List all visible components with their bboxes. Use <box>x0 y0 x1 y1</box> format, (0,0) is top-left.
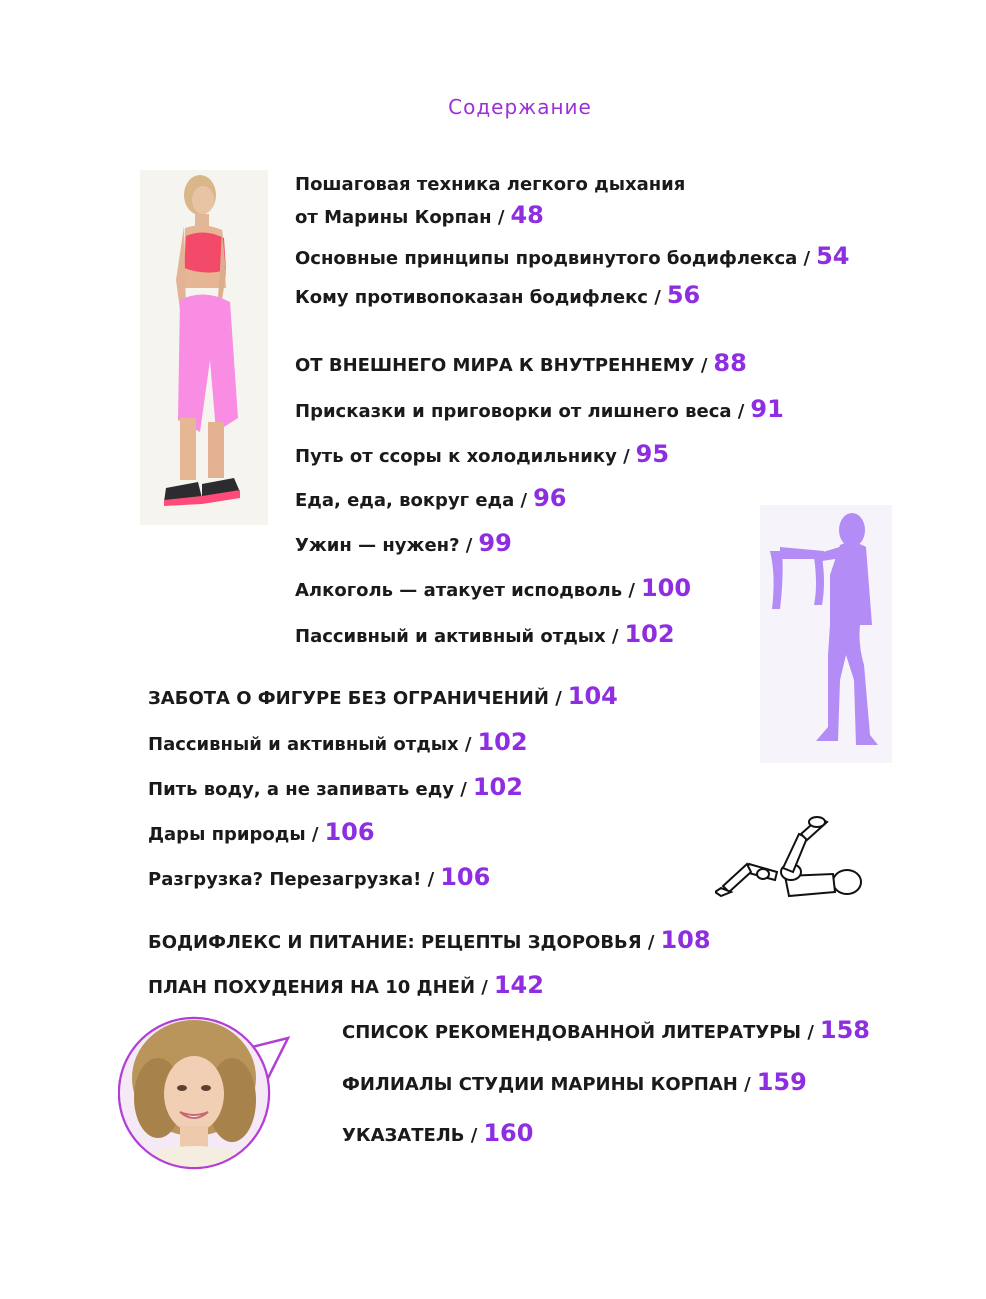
toc-entry <box>295 440 669 468</box>
toc-entry-text: БОДИФЛЕКС И ПИТАНИЕ: РЕЦЕПТЫ ЗДОРОВЬЯ / <box>148 932 655 953</box>
toc-page-number: 91 <box>750 395 784 423</box>
page-title: Содержание <box>448 95 592 119</box>
toc-entry <box>295 484 566 512</box>
toc-entry <box>148 773 523 801</box>
author-portrait <box>118 1008 292 1178</box>
toc-page-number: 48 <box>510 201 544 229</box>
toc-entry <box>342 1016 870 1044</box>
toc-entry-text: Пассивный и активный отдых / <box>295 626 619 647</box>
toc-entry-text: ФИЛИАЛЫ СТУДИИ МАРИНЫ КОРПАН / <box>342 1074 751 1095</box>
toc-entry-text: Разгрузка? Перезагрузка! / <box>148 869 435 890</box>
toc-page-number: 106 <box>324 818 375 846</box>
toc-page-number: 88 <box>713 349 747 377</box>
toc-entry-text: Пить воду, а не запивать еду / <box>148 779 467 800</box>
toc-entry-text: Пассивный и активный отдых / <box>148 734 472 755</box>
toc-entry <box>342 1068 807 1096</box>
toc-page-number: 102 <box>624 620 675 648</box>
toc-entry <box>148 818 375 846</box>
toc-page-number: 99 <box>478 529 512 557</box>
toc-entry <box>148 863 490 891</box>
toc-page-number: 102 <box>472 773 523 801</box>
mannequin-drawing <box>715 812 867 904</box>
toc-page-number: 96 <box>533 484 567 512</box>
toc-page-number: 108 <box>660 926 711 954</box>
toc-page-number: 160 <box>483 1119 534 1147</box>
toc-entry-text: Путь от ссоры к холодильнику / <box>295 446 630 467</box>
toc-entry-text: СПИСОК РЕКОМЕНДОВАННОЙ ЛИТЕРАТУРЫ / <box>342 1022 814 1043</box>
toc-entry-text: Ужин — нужен? / <box>295 535 473 556</box>
toc-entry-text: ПЛАН ПОХУДЕНИЯ НА 10 ДНЕЙ / <box>148 977 488 998</box>
toc-page-number: 56 <box>666 281 701 309</box>
toc-entry <box>295 242 850 270</box>
toc-page-number: 54 <box>816 242 850 270</box>
toc-entry <box>148 926 711 954</box>
silhouette-band-figure <box>760 505 892 763</box>
toc-page-number: 159 <box>756 1068 807 1096</box>
toc-entry-text: Еда, еда, вокруг еда / <box>295 490 528 511</box>
toc-entry <box>148 971 544 999</box>
toc-entry <box>295 620 675 648</box>
toc-entry <box>342 1119 533 1147</box>
toc-entry <box>295 395 784 423</box>
toc-entry-text: от Марины Корпан / <box>295 207 505 228</box>
toc-page-number: 95 <box>635 440 670 468</box>
toc-page-number: 102 <box>477 728 528 756</box>
toc-entry <box>295 201 544 229</box>
toc-entry-text: Кому противопоказан бодифлекс / <box>295 287 661 308</box>
toc-entry-text: УКАЗАТЕЛЬ / <box>342 1125 478 1146</box>
toc-page-number: 100 <box>640 574 692 602</box>
toc-page-number: 142 <box>493 971 544 999</box>
toc-entry-text: ЗАБОТА О ФИГУРЕ БЕЗ ОГРАНИЧЕНИЙ / <box>148 688 562 709</box>
toc-entry <box>295 349 747 377</box>
toc-entry-text: Алкоголь — атакует исподволь / <box>295 580 635 601</box>
toc-page-number: 104 <box>567 682 618 710</box>
toc-entry-text: ОТ ВНЕШНЕГО МИРА К ВНУТРЕННЕМУ / <box>295 355 708 376</box>
toc-entry <box>295 174 685 195</box>
toc-entry <box>148 728 528 756</box>
standing-woman-photo <box>140 170 268 525</box>
toc-page-number: 106 <box>440 863 491 891</box>
toc-entry <box>295 574 691 602</box>
toc-entry <box>148 682 618 710</box>
toc-entry-text: Дары природы / <box>148 824 319 845</box>
toc-entry <box>295 281 700 309</box>
toc-entry-text: Пошаговая техника легкого дыхания <box>295 174 686 195</box>
toc-entry <box>295 529 512 557</box>
toc-entry-text: Основные принципы продвинутого бодифлекса / <box>295 248 811 269</box>
toc-page-number: 158 <box>819 1016 871 1044</box>
toc-entry-text: Присказки и приговорки от лишнего веса / <box>295 401 745 422</box>
